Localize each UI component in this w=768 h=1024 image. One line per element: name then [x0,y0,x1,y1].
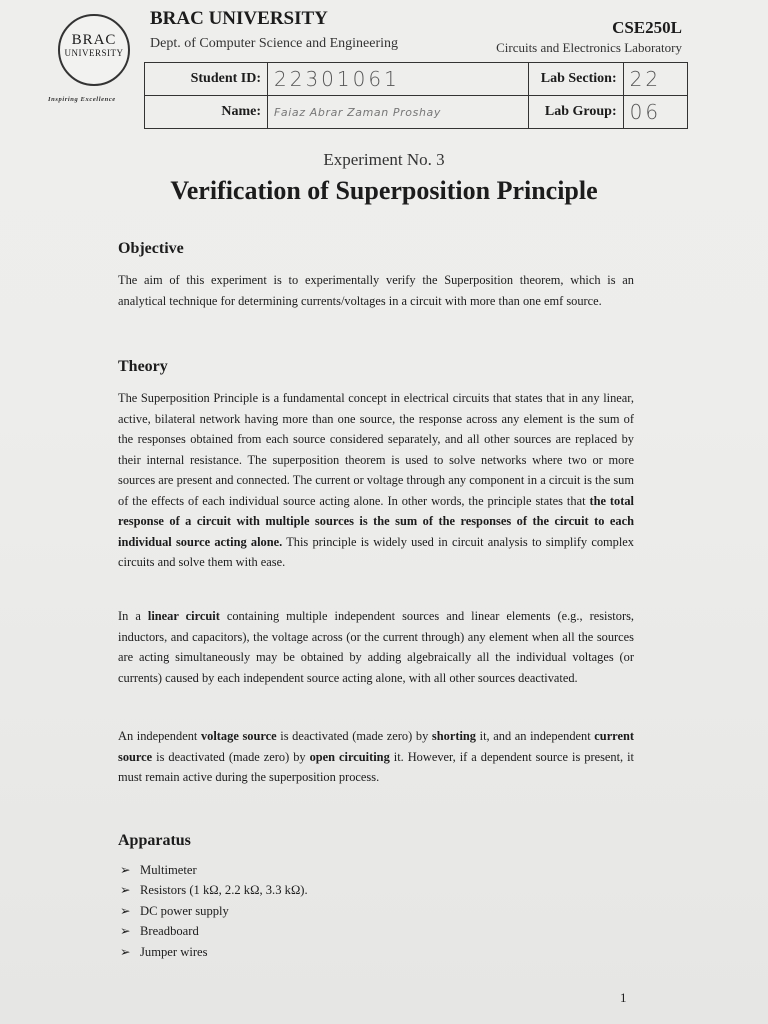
theory-p3-a: An independent [118,729,201,743]
university-name: BRAC UNIVERSITY [150,8,328,29]
course-code: CSE250L [612,18,682,37]
apparatus-list [120,860,308,962]
theory-p3-voltage-source: voltage source [200,729,277,743]
logo-line2: UNIVERSITY [64,48,124,58]
theory-p1-text: The Superposition Principle is a fundamental concept in electrical circuits that states that in any linear, active, bilateral network having more than one source, the response across any element is the sum of the responses obtained from each source considered separately, and all other sources are replaced by their internal resistance. The superposition theorem is used to solve networks where two or more sources are present and connected. The current or voltage through any component in a circuit is the sum of the effects of each individual source acting alone. In other words, the principle states that [118,391,634,508]
name-label: Name: [145,96,268,129]
apparatus-item: Breadboard [140,924,199,939]
theory-p1-end: This principle is widely used in circuit analysis to simplify complex circuits and solve them with ease. [118,534,634,569]
theory-p3-g: is deactivated (made zero) by [152,749,310,764]
theory-p2-end: containing multiple independent sources and linear elements (e.g., resistors, inductors, and capacitors), the voltage across (or the current through) any element when all the sources are acting simultaneously may be obtained by adding algebraically all the individual voltages (or currents) caused by each independent source acting alone, with all other sources deactivated. [118,609,634,685]
theory-paragraph-3 [118,726,634,788]
logo-line1: BRAC [71,32,117,48]
lab-name: Circuits and Electronics Laboratory [496,40,682,55]
theory-p3-shorting: shorting [431,729,476,743]
university-logo [58,14,130,86]
apparatus-heading: Apparatus [118,832,191,849]
theory-p2-text: In a [118,609,148,623]
logo-tagline: Inspiring Excellence [48,96,116,103]
lab-section-label: Lab Section: [528,63,623,96]
experiment-number: Experiment No. 3 [323,150,445,169]
list-item [120,880,308,900]
student-info-table [144,62,688,129]
theory-p1-bold: the total response of a circuit with multiple sources is the sum of the responses of the circuit to each individual source acting alone. [118,493,634,549]
list-item [120,901,308,921]
apparatus-item: Resistors (1 kΩ, 2.2 kΩ, 3.3 kΩ). [140,883,308,898]
department-name: Dept. of Computer Science and Engineering [150,36,399,51]
list-item [120,860,308,880]
theory-p3-c: is deactivated (made zero) by [276,729,432,743]
objective-heading: Objective [118,240,184,257]
student-id-label: Student ID: [145,63,268,96]
name-value: Faiaz Abrar Zaman Proshay [268,96,529,129]
theory-p3-e: it, and an independent [476,729,595,743]
theory-p3-i: it. However, if a dependent source is present, it must remain active during the superposition process. [118,749,634,784]
theory-p3-open-circuiting: open circuiting [309,749,390,764]
document-title: Verification of Superposition Principle [170,176,598,205]
lab-group-value: 06 [623,96,687,129]
apparatus-item: Jumper wires [140,944,208,959]
apparatus-item: DC power supply [140,903,229,918]
theory-p3-current-source: current source [118,729,634,764]
objective-text: The aim of this experiment is to experimentally verify the Superposition theorem, which is an analytical technique for determining currents/voltages in a circuit with more than one emf source. [118,273,634,308]
student-id-value: 22301061 [268,63,529,96]
list-item [120,921,308,941]
arrow-bullet-icon: ➢ [120,903,131,918]
apparatus-item: Multimeter [140,863,197,877]
arrow-bullet-icon: ➢ [120,863,131,877]
lab-group-label: Lab Group: [528,96,623,129]
arrow-bullet-icon: ➢ [120,883,131,898]
theory-paragraph-1 [118,388,634,573]
theory-paragraph-2 [118,606,634,688]
page-number: 1 [620,990,627,1005]
list-item [120,942,308,962]
arrow-bullet-icon: ➢ [120,924,131,939]
lab-section-value: 22 [623,63,687,96]
theory-p2-bold: linear circuit [147,609,220,623]
theory-heading: Theory [118,358,168,375]
arrow-bullet-icon: ➢ [120,944,131,959]
